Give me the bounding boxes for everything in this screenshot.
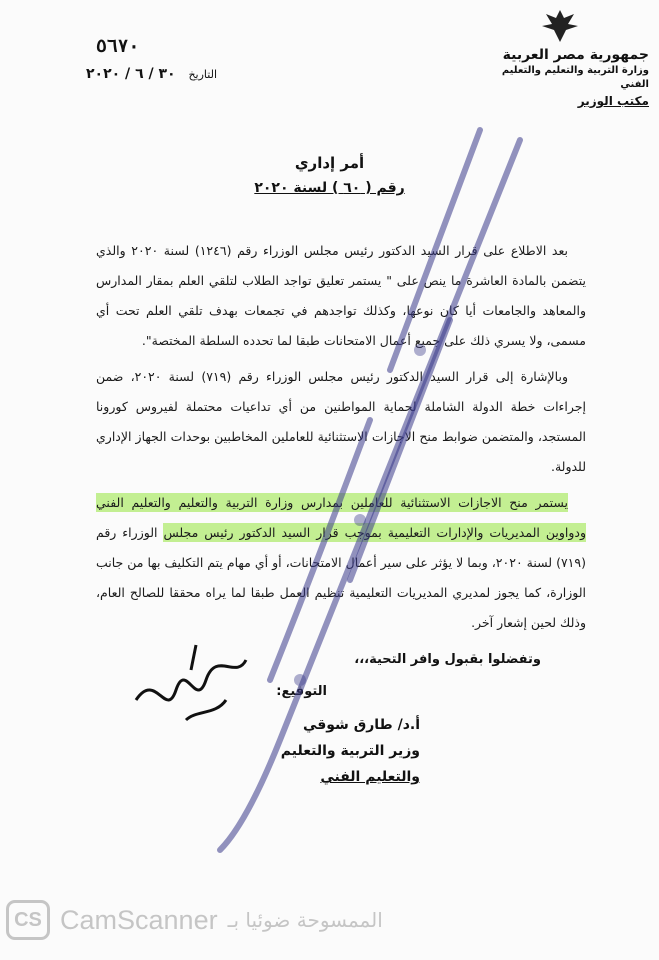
minister-name: أ.د/ طارق شوقي [302,717,420,733]
order-number-text: رقم ( ٦٠ ) لسنة ٢٠٢٠ [254,180,405,196]
camscanner-brand: CamScanner [60,904,218,935]
paragraph-2: وبالإشارة إلى قرار السيد الدكتور رئيس مجلس الوزراء رقم (٧١٩) لسنة ٢٠٢٠، ضمن إجراءات خطة الدولة الشاملة لحماية المواطنين من أي تداعيات محتملة لفيروس كورونا المستجد، والمتضمن ضوابط منح الاجازات الاستثنائية للعاملين المخاطبين بوحدات الجهاز الإداري للدولة. [96,369,586,474]
paragraph-3-rest: الوزراء رقم (٧١٩) لسنة ٢٠٢٠، وبما لا يؤثر على سير أعمال الامتحانات، أو أي مهام يتم التكليف بها من جانب الوزارة، كما يجوز لمديري المديريات التعليمية تنظيم العمل طبقا لما يراه محققا للصالح العام، وذلك لحين إشعار آخر. [96,525,586,630]
letterhead-country: جمهورية مصر العربية [502,47,649,63]
date-line [86,66,266,82]
order-body [96,236,586,644]
camscanner-arabic: الممسوحة ضوئيا بـ [227,908,383,932]
camscanner-logo-icon: CS [6,900,50,940]
minister-title-2: والتعليم الفني [320,769,420,785]
date-value: ٣٠ / ٦ / ٢٠٢٠ [86,66,176,82]
signature-label: التوقيع: [276,684,327,699]
highlighted-text: يستمر منح الاجازات الاستثنائية للعاملين بمدارس وزارة التربية والتعليم والتعليم الفني ودواوين المديريات والإدارات التعليمية بموجب قرار السيد الدكتور رئيس مجلس [96,495,586,540]
minister-block [240,712,420,790]
letterhead [479,46,649,110]
date-label: التاريخ [188,68,218,81]
paragraph-1: بعد الاطلاع على قرار السيد الدكتور رئيس مجلس الوزراء رقم (١٢٤٦) لسنة ٢٠٢٠ والذي يتضمن بالمادة العاشرة ما ينص على " يستمر تعليق تواجد الطلاب لتلقي العلم بمقار المدارس والمعاهد والجامعات أيا كان نوعها، وكذلك تواجدهم في تجمعات بهدف تلقي العلم تحت أي مسمى، ولا يسري ذلك على جميع أعمال الامتحانات طبقا لما تحدده السلطة المختصة". [96,243,586,348]
closing-line: وتفضلوا بقبول وافر التحية،،، [354,652,541,667]
order-number [0,180,659,196]
letterhead-ministry: وزارة التربية والتعليم والتعليم الفني [501,65,649,90]
camscanner-watermark [6,898,383,942]
letterhead-office: مكتب الوزير [577,94,649,108]
order-title: أمر إداري [294,154,365,172]
paragraph-3 [96,488,586,638]
minister-title-1: وزير التربية والتعليم [280,743,420,759]
eagle-emblem-icon [540,8,580,44]
document-number: ٥٦٧٠ [96,36,140,57]
